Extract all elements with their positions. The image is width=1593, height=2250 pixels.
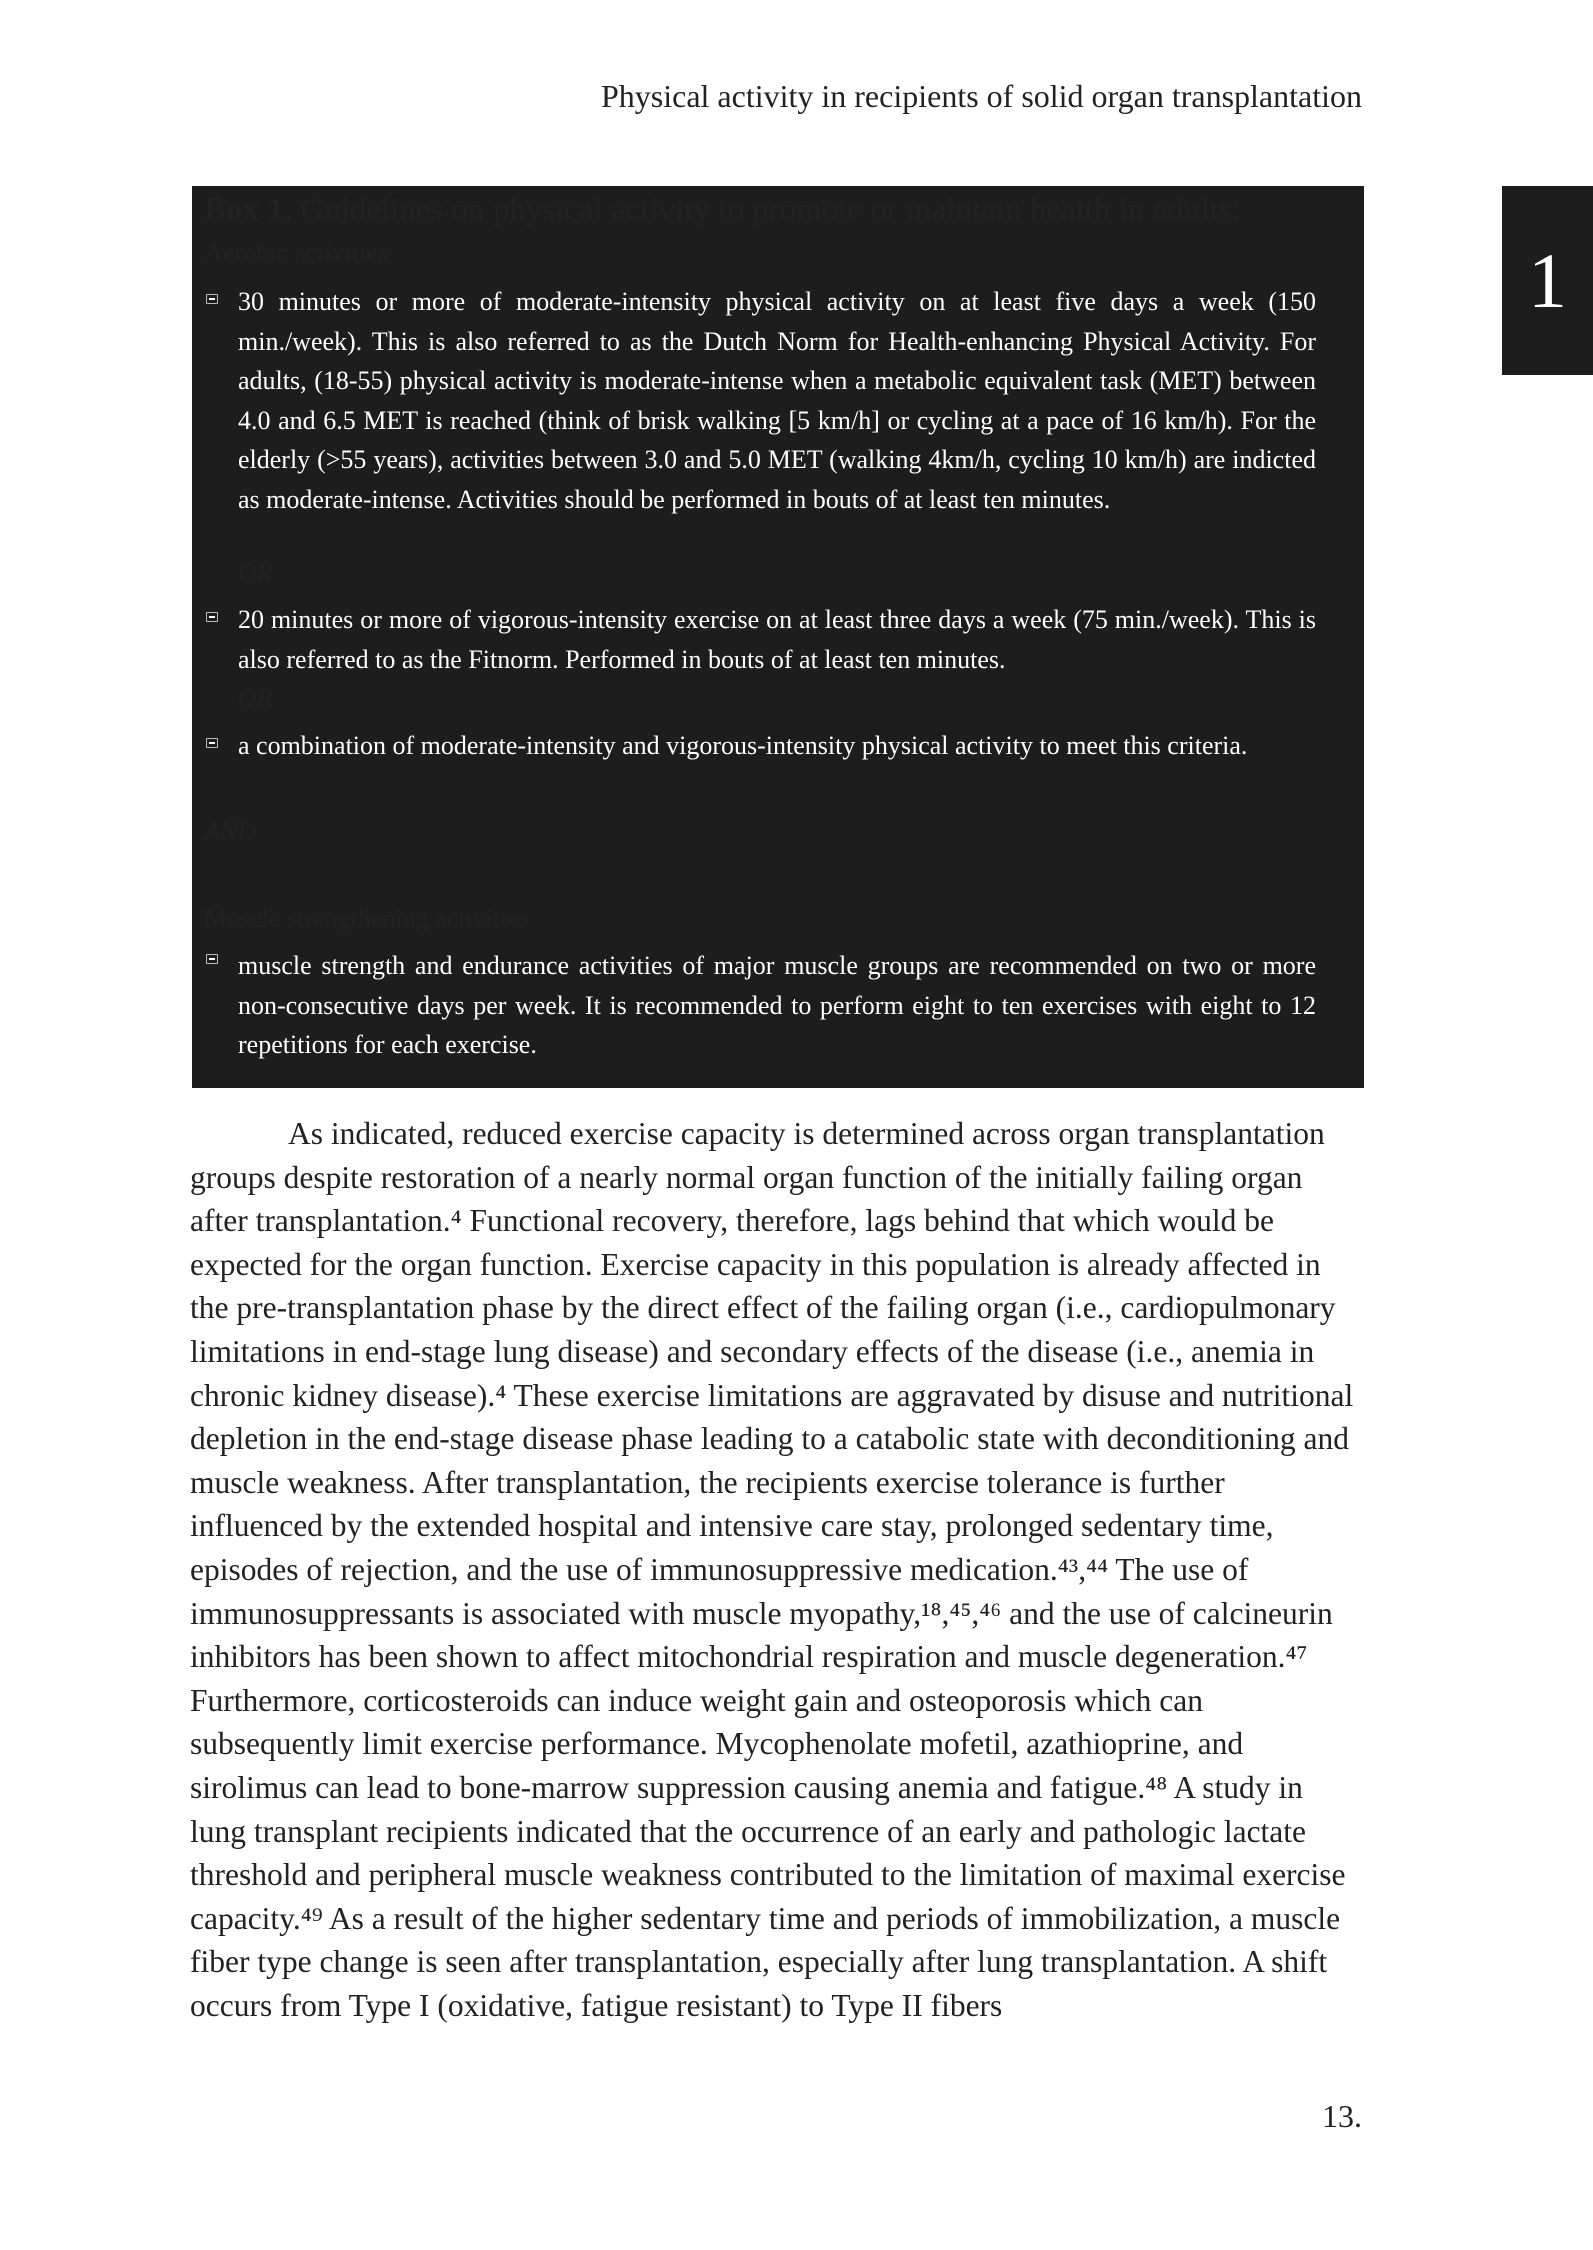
aerobic-item-combination: a combination of moderate-intensity and vigorous-intensity physical activity to meet this criteria. xyxy=(238,731,1248,760)
aerobic-item-moderate: 30 minutes or more of moderate-intensity physical activity on at least five days a week (150 min./week). This is also referred to as the Dutch Norm for Health-enhancing Physical Activity. For adults, (18-55) physical activity is moderate-intense when a metabolic equivalent task (MET) between 4.0 and 6.5 MET is reached (think of brisk walking [5 km/h] or cycling at a pace of 16 km/h). For the elderly (>55 years), activities between 3.0 and 5.0 MET (walking 4km/h, cycling 10 km/h) are indicted as moderate-intense. Activities should be performed in bouts of at least ten minutes. xyxy=(238,287,1316,514)
page-number: 13. xyxy=(1322,2098,1362,2134)
and-label: AND xyxy=(204,817,256,846)
box-title xyxy=(204,188,1241,232)
muscle-item: muscle strength and endurance activities of major muscle groups are recommended on two or more non-consecutive days per week. It is recommended to perform eight to ten exercises with eight to 12 repetitions for each exercise. xyxy=(238,951,1316,1059)
bullet-icon xyxy=(206,954,218,964)
box-label: Box 1. xyxy=(204,192,293,228)
muscle-heading: Muscle strengthening activities xyxy=(204,904,529,933)
aerobic-item-vigorous: 20 minutes or more of vigorous-intensity exercise on at least three days a week (75 min./week). This is also referred to as the Fitnorm. Performed in bouts of at least ten minutes. xyxy=(238,605,1316,674)
body-paragraph: As indicated, reduced exercise capacity is determined across organ transplantation groups despite restoration of a nearly normal organ function of the initially failing organ after transplantation.⁴ Functional recovery, therefore, lags behind that which would be expected for the organ function. Exercise capacity in this population is already affected in the pre-transplantation phase by the direct effect of the failing organ (i.e., cardiopulmonary limitations in end-stage lung disease) and secondary effects of the disease (i.e., anemia in chronic kidney disease).⁴ These exercise limitations are aggravated by disuse and nutritional depletion in the end-stage disease phase leading to a catabolic state with deconditioning and muscle weakness. After transplantation, the recipients exercise tolerance is further influenced by the extended hospital and intensive care stay, prolonged sedentary time, episodes of rejection, and the use of immunosuppressive medication.⁴³,⁴⁴ The use of immunosuppressants is associated with muscle myopathy,¹⁸,⁴⁵,⁴⁶ and the use of calcineurin inhibitors has been shown to affect mitochondrial respiration and muscle degeneration.⁴⁷ Furthermore, corticosteroids can induce weight gain and osteoporosis which can subsequently limit exercise performance. Mycophenolate mofetil, azathioprine, and sirolimus can lead to bone-marrow suppression causing anemia and fatigue.⁴⁸ A study in lung transplant recipients indicated that the occurrence of an early and pathologic lactate threshold and peripheral muscle weakness contributed to the limitation of maximal exercise capacity.⁴⁹ As a result of the higher sedentary time and periods of immobilization, a muscle fiber type change is seen after transplantation, especially after lung transplantation. A shift occurs from Type I (oxidative, fatigue resistant) to Type II fibers xyxy=(190,1116,1354,2023)
aerobic-heading: Aerobic activities xyxy=(204,238,389,267)
bullet-icon xyxy=(206,738,218,748)
or-label: OR xyxy=(238,684,273,713)
bullet-icon xyxy=(206,294,218,304)
body-text xyxy=(190,1112,1362,2027)
box-title-text: Guidelines on physical activity to promote or maintain health in adults: xyxy=(292,192,1241,228)
running-header: Physical activity in recipients of solid organ transplantation xyxy=(600,78,1362,114)
chapter-tab: 1 xyxy=(1502,186,1593,375)
or-label: OR xyxy=(238,558,273,587)
bullet-icon xyxy=(206,612,218,622)
